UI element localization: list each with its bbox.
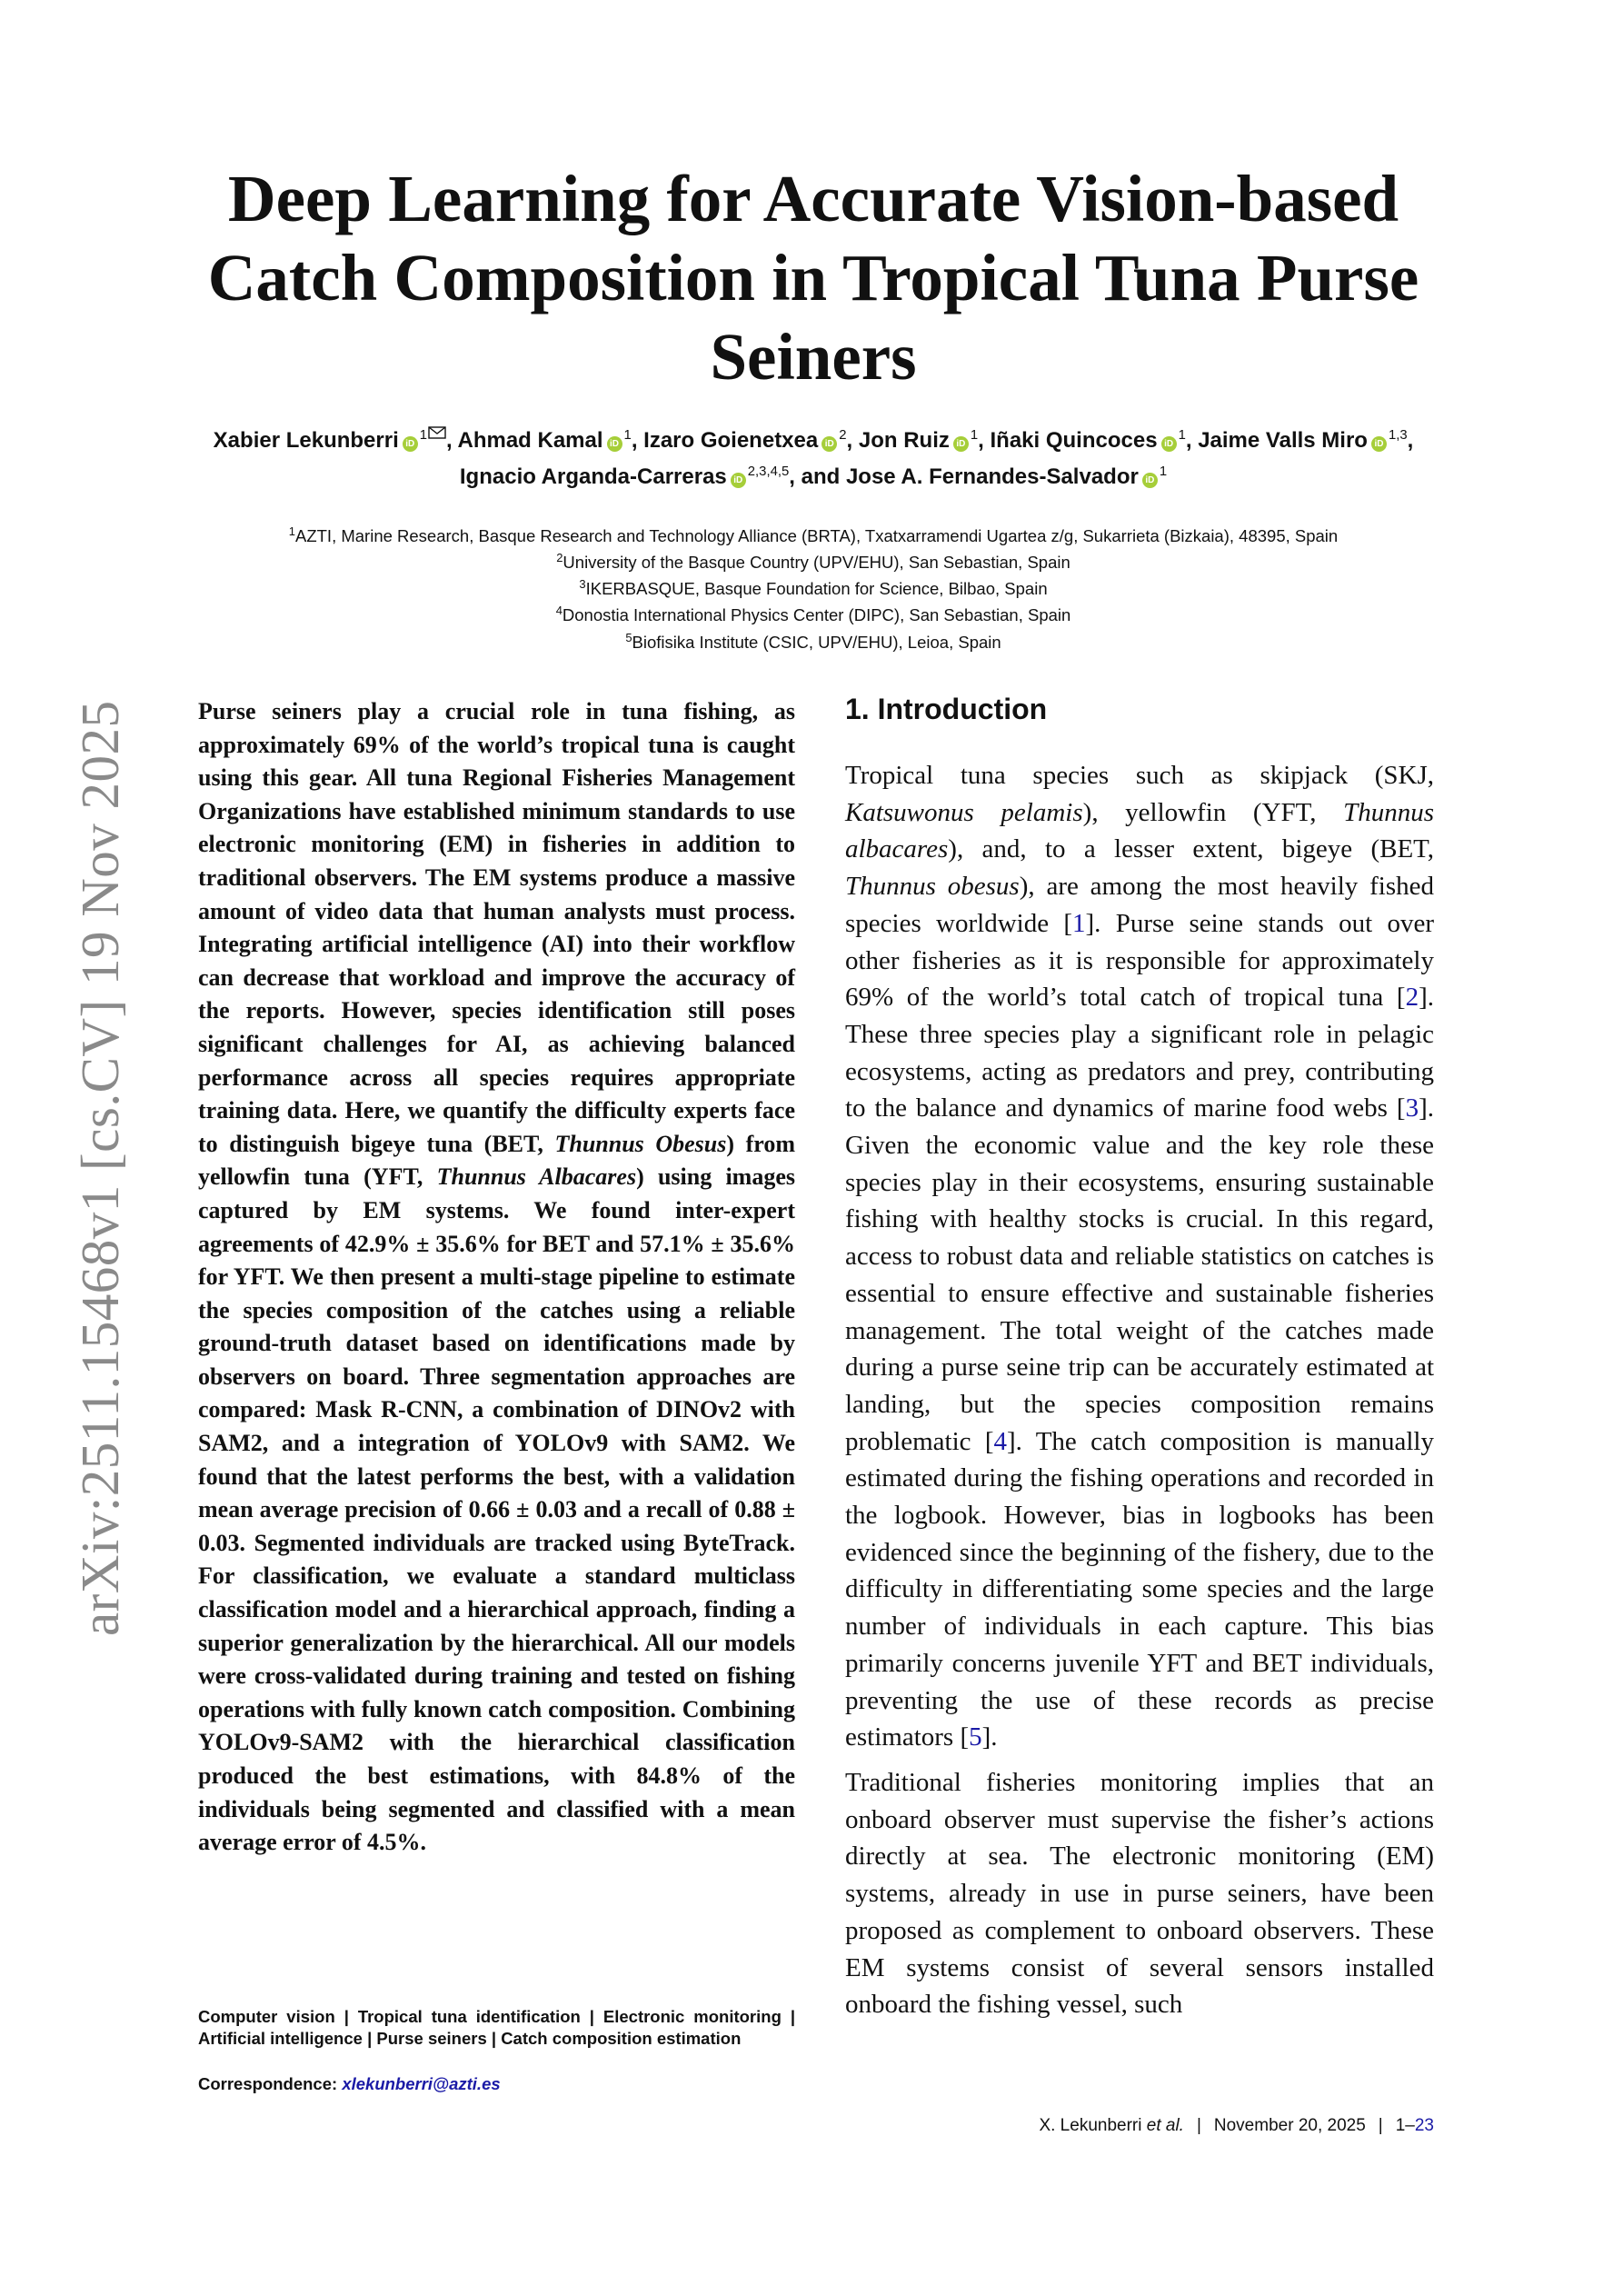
introduction-body bbox=[845, 757, 1434, 2031]
species-name: Katsuwonus pelamis bbox=[845, 797, 1083, 827]
affiliation-text: Biofisika Institute (CSIC, UPV/EHU), Leioa, Spain bbox=[632, 632, 1001, 652]
orcid-icon[interactable]: iD bbox=[1371, 436, 1387, 452]
keywords: Computer vision | Tropical tuna identification | Electronic monitoring | Artificial intelligence | Purse seiners | Catch composition estimation bbox=[198, 2007, 795, 2048]
affiliation-item bbox=[182, 547, 1445, 574]
footer-separator: | bbox=[1378, 2116, 1383, 2135]
author-name: Xabier Lekunberri bbox=[213, 428, 399, 453]
paragraph-text: ), yellowfin (YFT, bbox=[1082, 797, 1344, 827]
author-name: Ignacio Arganda-Carreras bbox=[459, 464, 727, 489]
section-heading-introduction: 1. Introduction bbox=[845, 693, 1048, 725]
paragraph-text: ]. Given the economic value and the key role these species play in their ecosystems, ensuring sustainable fishing with healthy stocks is crucial. In this regard, access to robust data and reliable statistics on catches is essential to ensure effective and sustainable fisheries management. The total weight of the catches made during a purse seine trip can be accurately estimated at landing, but the species composition remains problematic [ bbox=[845, 1093, 1434, 1456]
envelope-icon bbox=[428, 426, 446, 439]
footer-etal: et al. bbox=[1146, 2116, 1184, 2135]
footer-page-range: 1– bbox=[1395, 2116, 1415, 2135]
author-separator: , bbox=[631, 428, 644, 453]
affiliation-list bbox=[182, 521, 1445, 654]
orcid-icon[interactable]: iD bbox=[953, 436, 969, 452]
author-list bbox=[182, 420, 1445, 493]
affiliation-number: 4 bbox=[555, 604, 563, 618]
abstract-text-1: Purse seiners play a crucial role in tuna fishing, as approximately 69% of the world’s tropical tuna is caught using this gear. All tuna Regional Fisheries Management Organizations have established minimum standards to use electronic monitoring (EM) in fisheries in addition to traditional observers. The EM systems produce a massive amount of video data that human analysts must process. Integrating artificial intelligence (AI) into their workflow can decrease that workload and improve the accuracy of the reports. However, species identification still poses significant challenges for AI, as achieving balanced performance across all species requires appropriate training data. Here, we quantify the difficulty experts face to distinguish bigeye tuna (BET, bbox=[198, 698, 795, 1157]
affiliation-number: 2 bbox=[556, 551, 563, 565]
introduction-paragraph-2: Traditional fisheries monitoring implies that an onboard observer must supervise the fisher’s actions directly at sea. The electronic monitoring (EM) systems, already in use in purse seiners, have been proposed as complement to onboard observers. These EM systems consist of several sensors installed onboard the fishing vessel, such bbox=[845, 1767, 1434, 2020]
abstract-text-3: ) using images captured by EM systems. We found inter-expert agreements of 42.9% ± 35.6% for BET and 57.1% ± 35.6% for YFT. We then present a multi-stage pipeline to estimate the species composition of the catches using a reliable ground-truth dataset based on identifications made by observers on board. Three segmentation approaches are compared: Mask R-CNN, a combination of DINOv2 with SAM2, and a integration of YOLOv9 with SAM2. We found that the latest performs the best, with a validation mean average precision of 0.66 ± 0.03 and a recall of 0.88 ± 0.03. Segmented individuals are tracked using ByteTrack. For classification, we evaluate a standard multiclass classification model and a hierarchical approach, finding a superior generalization by the hierarchical. All our models were cross-validated during training and tested on fishing operations with fully known catch composition. Combining YOLOv9-SAM2 with the hierarchical classification produced the best estimations, with 84.8% of the individuals being segmented and classified with a mean average error of 4.5%. bbox=[198, 1163, 795, 1856]
author-name: Izaro Goienetxea bbox=[643, 428, 819, 453]
abstract-text-2: ) from yellowfin tuna (YFT, bbox=[198, 1130, 796, 1191]
author-affiliation-number: 1 bbox=[970, 428, 979, 443]
abstract-species-1: Thunnus Obesus bbox=[554, 1130, 727, 1157]
author-separator: , bbox=[1185, 428, 1199, 453]
footer-date: November 20, 2025 bbox=[1213, 2116, 1366, 2135]
author-name: Jose A. Fernandes-Salvador bbox=[845, 464, 1139, 489]
author-separator: , bbox=[978, 428, 991, 453]
orcid-icon[interactable]: iD bbox=[1161, 436, 1177, 452]
citation-link[interactable]: 3 bbox=[1405, 1093, 1419, 1123]
affiliation-text: University of the Basque Country (UPV/EHU), San Sebastian, Spain bbox=[563, 553, 1070, 573]
affiliation-text: AZTI, Marine Research, Basque Research and Technology Alliance (BRTA), Txatxarramendi Ugartea z/g, Sukarrieta (Bizkaia), 48395, Spain bbox=[294, 526, 1339, 546]
abstract-species-2: Thunnus Albacares bbox=[436, 1163, 637, 1191]
arxiv-identifier-stamp: arXiv:2511.15468v1 [cs.CV] 19 Nov 2025 bbox=[70, 700, 130, 1636]
affiliation-item bbox=[182, 521, 1445, 547]
species-name: Thunnus obesus bbox=[845, 872, 1020, 902]
author-name: Jaime Valls Miro bbox=[1198, 428, 1368, 453]
citation-link[interactable]: 1 bbox=[1072, 908, 1086, 938]
footer-author: X. Lekunberri bbox=[1039, 2116, 1147, 2135]
author-separator: , bbox=[846, 428, 859, 453]
affiliation-number: 3 bbox=[579, 577, 586, 592]
paragraph-text: ]. bbox=[981, 1722, 998, 1752]
orcid-icon[interactable]: iD bbox=[821, 436, 837, 452]
author-name: Ahmad Kamal bbox=[457, 428, 603, 453]
paragraph-text: ), are among the most heavily fished species worldwide [ bbox=[845, 872, 1435, 938]
species-name: Thunnus albacares bbox=[845, 797, 1435, 864]
correspondence bbox=[198, 2073, 795, 2095]
author-name: Jon Ruiz bbox=[858, 428, 950, 453]
author-name: Iñaki Quincoces bbox=[990, 428, 1158, 453]
abstract bbox=[198, 695, 795, 1860]
affiliation-number: 5 bbox=[625, 630, 632, 644]
author-separator: , bbox=[1407, 428, 1414, 453]
citation-link[interactable]: 4 bbox=[993, 1426, 1007, 1456]
paragraph-text: ]. Purse seine stands out over other fisheries as it is responsible for approximately 69% of the world’s total catch of tropical tuna [ bbox=[845, 908, 1434, 1013]
correspondence-label: Correspondence: bbox=[198, 2074, 343, 2093]
correspondence-email-link[interactable]: xlekunberri@azti.es bbox=[342, 2074, 501, 2093]
footer-total-pages-link[interactable]: 23 bbox=[1414, 2116, 1434, 2135]
author-affiliation-number: 1,3 bbox=[1388, 428, 1408, 443]
affiliation-item bbox=[182, 600, 1445, 626]
introduction-paragraph-1 bbox=[845, 757, 1434, 1756]
paper-title: Deep Learning for Accurate Vision-based Catch Composition in Tropical Tuna Purse Seiners bbox=[207, 162, 1419, 394]
paragraph-text: Tropical tuna species such as skipjack (SKJ, bbox=[845, 761, 1434, 790]
affiliation-item bbox=[182, 574, 1445, 600]
author-affiliation-number: 2,3,4,5 bbox=[747, 464, 790, 479]
footer-separator: | bbox=[1196, 2116, 1201, 2135]
citation-link[interactable]: 5 bbox=[969, 1722, 982, 1752]
affiliation-item bbox=[182, 627, 1445, 654]
author-affiliation-number: 1 bbox=[1159, 464, 1168, 479]
orcid-icon[interactable]: iD bbox=[607, 436, 622, 452]
orcid-icon[interactable]: iD bbox=[731, 473, 746, 488]
author-separator: , and bbox=[789, 464, 846, 489]
author-affiliation-number: 1 bbox=[419, 428, 428, 443]
author-affiliation-number: 2 bbox=[839, 428, 847, 443]
paragraph-text: ]. These three species play a significant role in pelagic ecosystems, acting as predators and prey, contributing to the balance and dynamics of marine food webs [ bbox=[845, 983, 1434, 1123]
citation-link[interactable]: 2 bbox=[1405, 983, 1419, 1013]
affiliation-text: IKERBASQUE, Basque Foundation for Science, Bilbao, Spain bbox=[585, 579, 1048, 599]
author-separator: , bbox=[446, 428, 458, 453]
paragraph-text: ), and, to a lesser extent, bigeye (BET, bbox=[948, 834, 1434, 864]
affiliation-text: Donostia International Physics Center (DIPC), San Sebastian, Spain bbox=[562, 605, 1071, 625]
author-affiliation-number: 1 bbox=[1178, 428, 1186, 443]
orcid-icon[interactable]: iD bbox=[1142, 473, 1158, 488]
paragraph-text: ]. The catch composition is manually estimated during the fishing operations and recorded in the logbook. However, bias in logbooks has been evidenced since the beginning of the fishery, due to the difficulty in differentiating some species and the large number of individuals in each capture. This bias primarily concerns juvenile YFT and BET individuals, preventing the use of these records as precise estimators [ bbox=[845, 1426, 1434, 1752]
author-affiliation-number: 1 bbox=[623, 428, 632, 443]
orcid-icon[interactable]: iD bbox=[403, 436, 418, 452]
page-footer bbox=[1039, 2115, 1434, 2137]
affiliation-number: 1 bbox=[288, 524, 295, 538]
